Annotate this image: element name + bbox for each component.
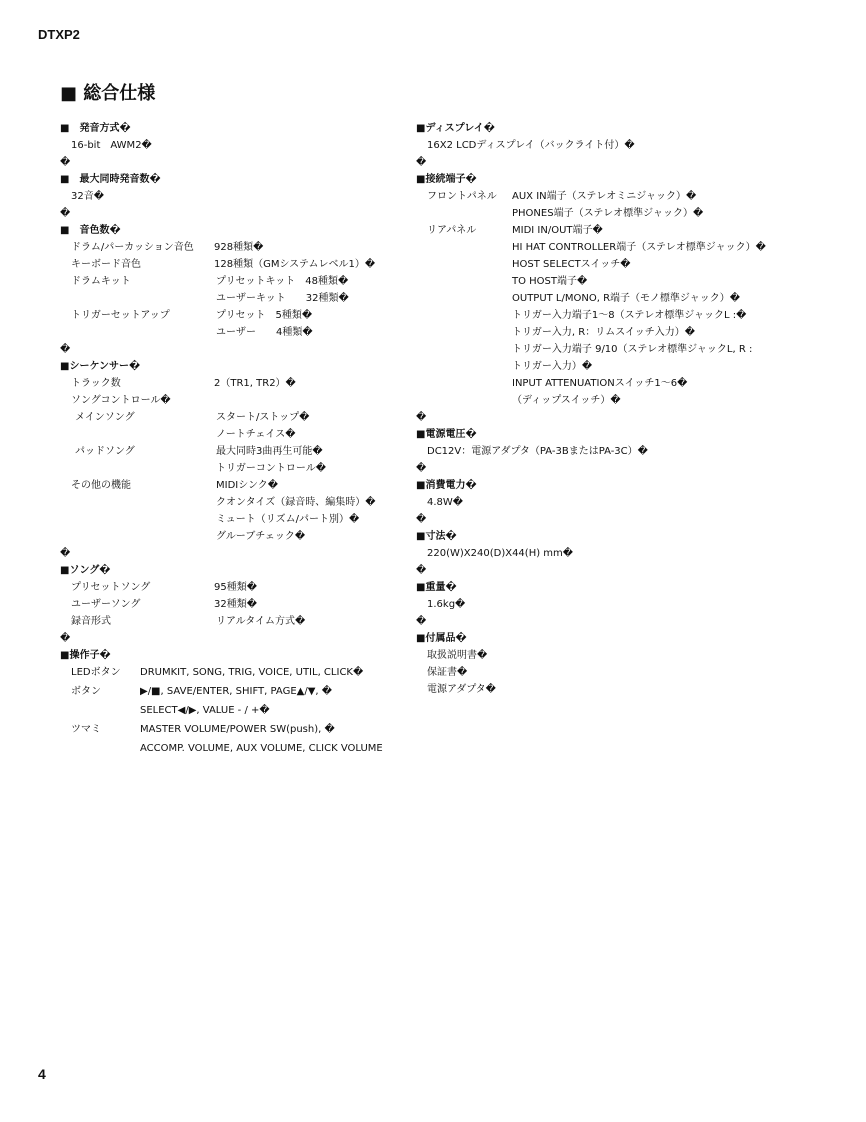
- spec-row: [60, 171, 410, 188]
- spec-row: [60, 307, 410, 324]
- spec-value: 928種類�: [214, 242, 264, 253]
- spec-row: [416, 205, 861, 222]
- spec-value: MIDIシンク�: [216, 480, 279, 491]
- spec-row: [60, 613, 410, 630]
- spec-row: [60, 443, 410, 460]
- spec-value: トリガー入力, R：リムスイッチ入力）�: [512, 327, 696, 338]
- spec-row: [416, 443, 861, 460]
- spec-row: [416, 613, 861, 630]
- spec-row: [416, 120, 861, 137]
- spec-value: DRUMKIT, SONG, TRIG, VOICE, UTIL, CLICK�: [140, 667, 364, 678]
- section-heading: ■電源電圧�: [416, 429, 477, 440]
- spec-row: [60, 290, 410, 307]
- blank-marker: �: [416, 463, 427, 474]
- blank-marker: �: [60, 157, 71, 168]
- spec-value: トリガーコントロール�: [216, 463, 326, 474]
- spec-row: [60, 188, 410, 205]
- spec-row: [416, 545, 861, 562]
- blank-marker: �: [60, 208, 71, 219]
- spec-label: プリセットソング: [71, 582, 151, 593]
- spec-row: [60, 477, 410, 494]
- spec-row: [60, 256, 410, 273]
- spec-row: [416, 222, 861, 239]
- spec-row: [60, 392, 410, 409]
- spec-row: [60, 528, 410, 545]
- spec-row: [416, 392, 861, 409]
- blank-marker: �: [60, 633, 71, 644]
- spec-label: LEDボタン: [71, 667, 121, 678]
- spec-value: ユーザー 4種類�: [216, 327, 313, 338]
- spec-value: ユーザーキット 32種類�: [216, 293, 349, 304]
- spec-value: 95種類�: [214, 582, 257, 593]
- spec-row: [416, 528, 861, 545]
- spec-value: トリガー入力端子 9/10（ステレオ標準ジャックL, R :: [512, 344, 753, 355]
- blank-marker: �: [416, 157, 427, 168]
- spec-value: リアルタイム方式�: [216, 616, 306, 627]
- spec-value: プリセット 5種類�: [216, 310, 313, 321]
- spec-column-right: [416, 120, 861, 698]
- section-heading: ■重量�: [416, 582, 457, 593]
- spec-row: [60, 273, 410, 290]
- spec-value: 2（TR1, TR2）�: [214, 378, 296, 389]
- spec-value: HI HAT CONTROLLER端子（ステレオ標準ジャック）�: [512, 242, 766, 253]
- spec-row: [60, 702, 410, 721]
- spec-value: PHONES端子（ステレオ標準ジャック）�: [512, 208, 704, 219]
- spec-row: [416, 188, 861, 205]
- page-number: 4: [38, 1066, 46, 1082]
- spec-row: [416, 171, 861, 188]
- spec-label: ドラム/パーカッション音色: [71, 242, 194, 253]
- spec-row: [60, 664, 410, 683]
- section-heading: ■操作子�: [60, 650, 111, 661]
- spec-value: DC12V：電源アダプタ（PA-3BまたはPA-3C）�: [427, 446, 648, 457]
- model-header: DTXP2: [38, 27, 80, 42]
- spec-row: [416, 307, 861, 324]
- spec-row: [416, 409, 861, 426]
- section-heading: ■ 最大同時発音数�: [60, 174, 161, 185]
- spec-row: [60, 511, 410, 528]
- section-heading: ■ 発音方式�: [60, 123, 131, 134]
- spec-row: [60, 137, 410, 154]
- spec-row: [60, 579, 410, 596]
- spec-row: [416, 664, 861, 681]
- spec-row: [60, 154, 410, 171]
- spec-row: [60, 239, 410, 256]
- spec-label: リアパネル: [427, 225, 477, 236]
- spec-label: フロントパネル: [427, 191, 497, 202]
- spec-row: [416, 256, 861, 273]
- spec-row: [60, 740, 410, 759]
- spec-value: 電源アダプタ�: [427, 684, 496, 695]
- spec-row: [416, 596, 861, 613]
- spec-value: MASTER VOLUME/POWER SW(push), �: [140, 724, 335, 735]
- spec-row: [60, 647, 410, 664]
- spec-row: [60, 683, 410, 702]
- spec-row: [60, 460, 410, 477]
- spec-row: [60, 426, 410, 443]
- spec-label: その他の機能: [71, 480, 131, 491]
- spec-value: HOST SELECTスイッチ�: [512, 259, 631, 270]
- section-heading: ■ソング�: [60, 565, 111, 576]
- spec-row: [416, 154, 861, 171]
- spec-label: ユーザーソング: [71, 599, 141, 610]
- section-heading: ■ 音色数�: [60, 225, 121, 236]
- section-heading: ■ディスプレイ�: [416, 123, 495, 134]
- spec-row: [60, 205, 410, 222]
- spec-row: [416, 460, 861, 477]
- spec-value: 16-bit AWM2�: [71, 140, 152, 151]
- spec-row: [416, 579, 861, 596]
- spec-row: [60, 596, 410, 613]
- blank-marker: �: [416, 616, 427, 627]
- spec-label: パッドソング: [75, 446, 135, 457]
- spec-value: MIDI IN/OUT端子�: [512, 225, 603, 236]
- spec-value: AUX IN端子（ステレオミニジャック）�: [512, 191, 697, 202]
- spec-value: スタート/ストップ�: [216, 412, 310, 423]
- spec-row: [60, 630, 410, 647]
- spec-value: ノートチェイス�: [216, 429, 296, 440]
- spec-column-left: [60, 120, 410, 759]
- spec-value: SELECT◀/▶, VALUE - / +�: [140, 705, 270, 716]
- spec-row: [60, 324, 410, 341]
- spec-row: [416, 239, 861, 256]
- spec-row: [416, 375, 861, 392]
- spec-value: 4.8W�: [427, 497, 464, 508]
- spec-label: トリガーセットアップ: [71, 310, 170, 321]
- spec-row: [416, 273, 861, 290]
- spec-label: トラック数: [71, 378, 121, 389]
- spec-row: [416, 137, 861, 154]
- section-heading: ■寸法�: [416, 531, 457, 542]
- spec-row: [416, 290, 861, 307]
- spec-row: [416, 341, 861, 358]
- spec-row: [416, 477, 861, 494]
- spec-value: OUTPUT L/MONO, R端子（モノ標準ジャック）�: [512, 293, 740, 304]
- spec-row: [60, 222, 410, 239]
- spec-row: [60, 358, 410, 375]
- spec-value: TO HOST端子�: [512, 276, 588, 287]
- spec-label: キーボード音色: [71, 259, 141, 270]
- spec-row: [416, 358, 861, 375]
- spec-value: トリガー入力）�: [512, 361, 593, 372]
- spec-value: 保証書�: [427, 667, 468, 678]
- spec-value: ACCOMP. VOLUME, AUX VOLUME, CLICK VOLUME: [140, 743, 383, 754]
- section-heading: ■シーケンサー�: [60, 361, 141, 372]
- section-heading: ■接続端子�: [416, 174, 477, 185]
- section-heading: ■付属品�: [416, 633, 467, 644]
- blank-marker: �: [416, 565, 427, 576]
- spec-row: [416, 324, 861, 341]
- spec-value: 16X2 LCDディスプレイ（バックライト付）�: [427, 140, 635, 151]
- blank-marker: �: [416, 412, 427, 423]
- spec-value: INPUT ATTENUATIONスイッチ1～6�: [512, 378, 688, 389]
- spec-value: 220(W)X240(D)X44(H) mm�: [427, 548, 574, 559]
- spec-value: トリガー入力端子1～8（ステレオ標準ジャックL :�: [512, 310, 747, 321]
- spec-row: [60, 562, 410, 579]
- spec-label: ツマミ: [71, 724, 101, 735]
- spec-value: クオンタイズ（録音時、編集時）�: [216, 497, 376, 508]
- blank-marker: �: [60, 344, 71, 355]
- spec-label: メインソング: [75, 412, 135, 423]
- spec-row: [60, 545, 410, 562]
- spec-value: プリセットキット 48種類�: [216, 276, 349, 287]
- spec-value: グルーブチェック�: [216, 531, 306, 542]
- spec-label: ドラムキット: [71, 276, 131, 287]
- spec-value: 32種類�: [214, 599, 257, 610]
- spec-value: 最大同時3曲再生可能�: [216, 446, 323, 457]
- spec-row: [416, 647, 861, 664]
- spec-row: [60, 409, 410, 426]
- spec-row: [60, 375, 410, 392]
- spec-label: 録音形式: [71, 616, 111, 627]
- spec-row: [416, 494, 861, 511]
- spec-row: [416, 426, 861, 443]
- spec-value: 取扱説明書�: [427, 650, 488, 661]
- spec-row: [60, 721, 410, 740]
- spec-label: ボタン: [71, 686, 101, 697]
- blank-marker: �: [416, 514, 427, 525]
- spec-value: 32音�: [71, 191, 104, 202]
- spec-value: （ディップスイッチ）�: [512, 395, 621, 406]
- spec-value: ミュート（リズム/パート別）�: [216, 514, 360, 525]
- section-heading: ■消費電力�: [416, 480, 477, 491]
- spec-row: [416, 562, 861, 579]
- spec-value: 1.6kg�: [427, 599, 466, 610]
- spec-row: [60, 341, 410, 358]
- blank-marker: �: [60, 548, 71, 559]
- spec-row: [60, 494, 410, 511]
- spec-row: [60, 120, 410, 137]
- spec-value: 128種類（GMシステムレベル1）�: [214, 259, 376, 270]
- spec-label: ソングコントロール�: [71, 395, 171, 406]
- spec-row: [416, 511, 861, 528]
- spec-row: [416, 681, 861, 698]
- spec-row: [416, 630, 861, 647]
- spec-value: ▶/■, SAVE/ENTER, SHIFT, PAGE▲/▼, �: [140, 686, 333, 697]
- page-title: ■ 総合仕様: [60, 83, 156, 104]
